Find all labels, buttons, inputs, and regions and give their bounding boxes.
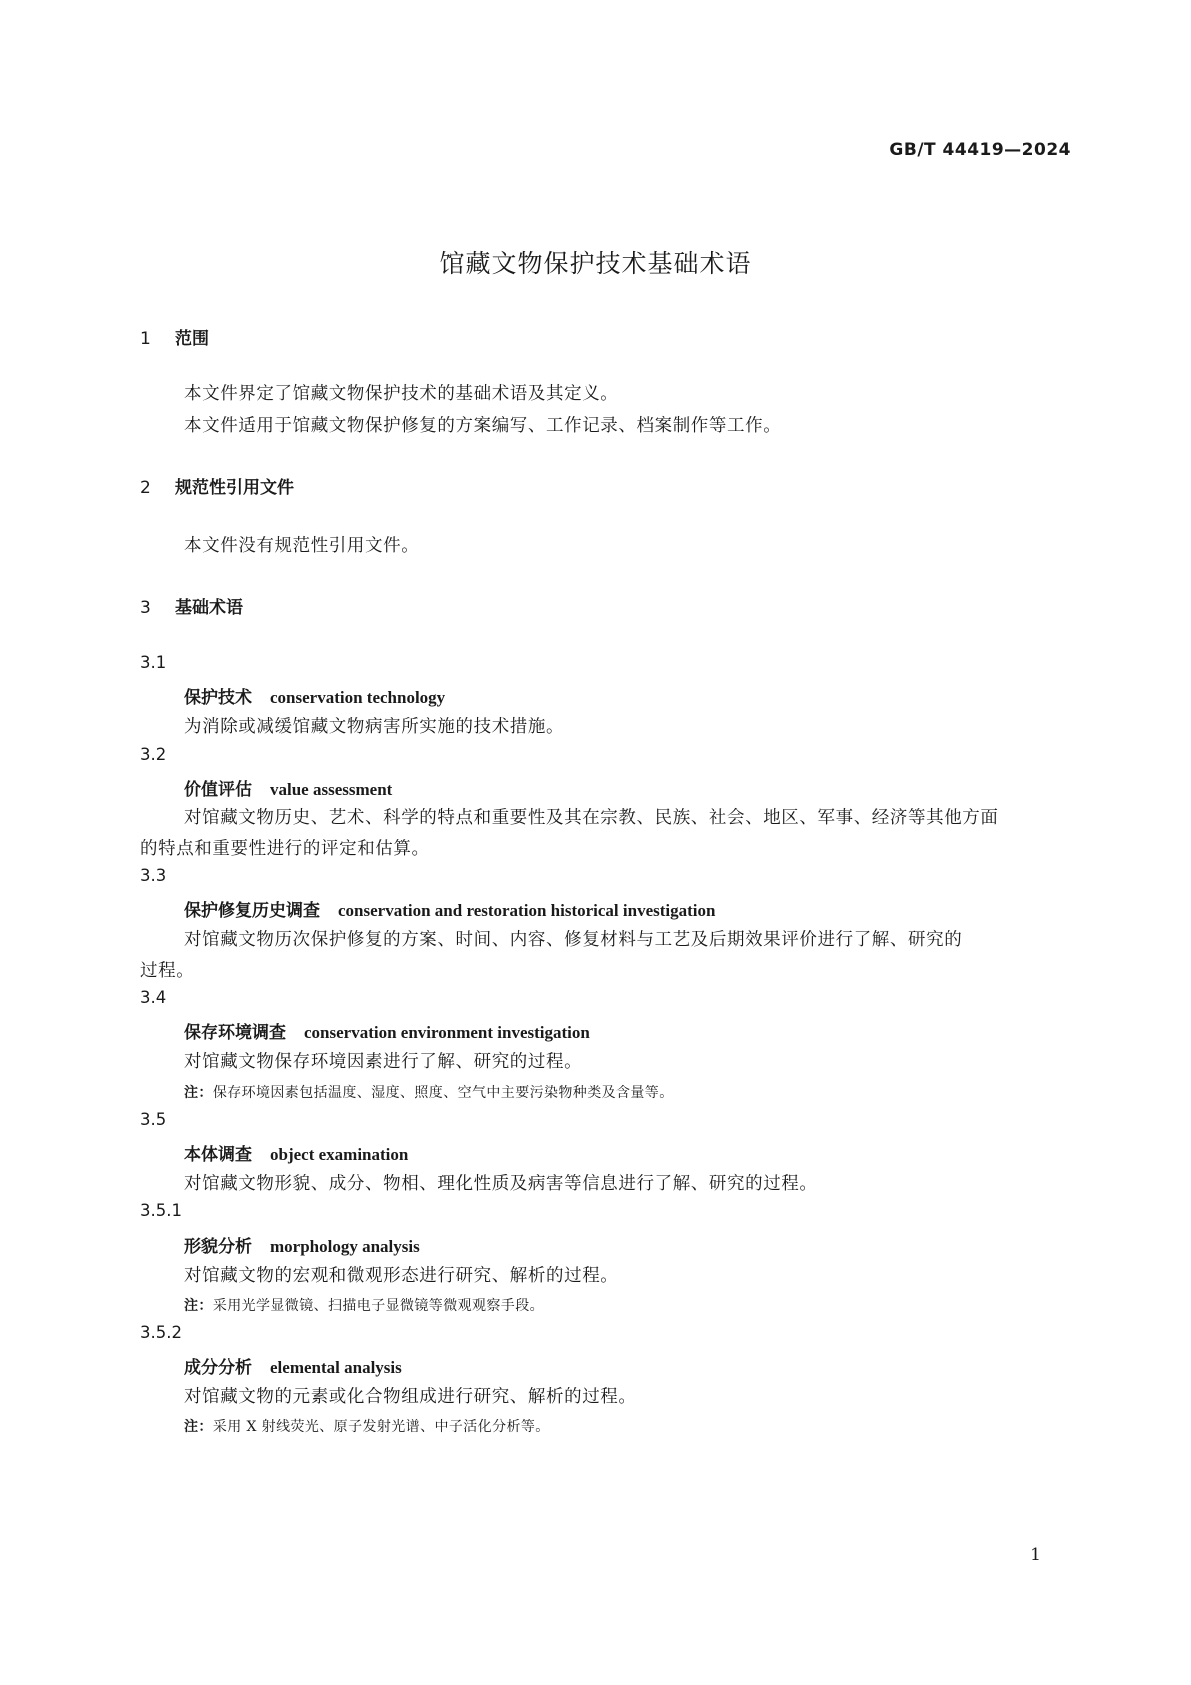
term-zh: 本体调查 — [184, 1145, 252, 1165]
definition: 对馆藏文物的宏观和微观形态进行研究、解析的过程。 — [184, 1266, 619, 1286]
page-number: 1 — [1030, 1545, 1041, 1565]
section-heading-terms — [140, 593, 243, 618]
note — [184, 1082, 674, 1102]
term-heading — [184, 775, 392, 800]
definition: 对馆藏文物历次保护修复的方案、时间、内容、修复材料与工艺及后期效果评价进行了解、研究的 — [184, 930, 963, 950]
term-zh: 保护技术 — [184, 688, 252, 708]
section-number: 3 — [140, 598, 151, 618]
entry-number: 3.5 — [140, 1110, 167, 1129]
definition: 对馆藏文物历史、艺术、科学的特点和重要性及其在宗教、民族、社会、地区、军事、经济等其他方面 — [184, 808, 999, 828]
term-en: value assessment — [270, 780, 393, 799]
term-heading — [184, 1232, 420, 1257]
term-heading — [184, 1018, 590, 1043]
term-en: conservation and restoration historical investigation — [338, 901, 716, 920]
term-zh: 保存环境调查 — [184, 1023, 286, 1043]
term-zh: 成分分析 — [184, 1358, 252, 1378]
note-text: 采用光学显微镜、扫描电子显微镜等微观观察手段。 — [212, 1298, 545, 1314]
paragraph: 本文件没有规范性引用文件。 — [184, 536, 420, 556]
term-en: object examination — [270, 1145, 409, 1164]
entry-number: 3.3 — [140, 866, 167, 885]
entry-number: 3.2 — [140, 745, 167, 764]
note-text: 采用 X 射线荧光、原子发射光谱、中子活化分析等。 — [212, 1419, 550, 1435]
definition: 对馆藏文物形貌、成分、物相、理化性质及病害等信息进行了解、研究的过程。 — [184, 1174, 818, 1194]
paragraph: 本文件界定了馆藏文物保护技术的基础术语及其定义。 — [184, 384, 619, 404]
section-title: 基础术语 — [175, 598, 243, 618]
term-heading — [184, 683, 445, 708]
document-title: 馆藏文物保护技术基础术语 — [439, 249, 752, 278]
note-label: 注： — [184, 1419, 213, 1435]
term-heading — [184, 896, 715, 921]
paragraph: 本文件适用于馆藏文物保护修复的方案编写、工作记录、档案制作等工作。 — [184, 416, 782, 436]
definition-continued: 过程。 — [140, 961, 195, 981]
note — [184, 1295, 544, 1315]
term-heading — [184, 1353, 402, 1378]
section-number: 1 — [140, 329, 151, 349]
entry-number: 3.1 — [140, 653, 167, 672]
definition: 对馆藏文物的元素或化合物组成进行研究、解析的过程。 — [184, 1387, 637, 1407]
term-zh: 保护修复历史调查 — [184, 901, 320, 921]
note — [184, 1416, 550, 1436]
term-en: conservation technology — [270, 688, 446, 707]
section-title: 规范性引用文件 — [175, 478, 294, 498]
term-zh: 价值评估 — [184, 780, 252, 800]
term-zh: 形貌分析 — [184, 1237, 252, 1257]
note-label: 注： — [184, 1085, 213, 1101]
term-en: conservation environment investigation — [304, 1023, 590, 1042]
section-title: 范围 — [175, 329, 209, 349]
standard-code: GB/T 44419—2024 — [889, 140, 1071, 160]
section-heading-normative — [140, 473, 294, 498]
entry-number: 3.5.1 — [140, 1201, 182, 1220]
section-number: 2 — [140, 478, 151, 498]
entry-number: 3.5.2 — [140, 1323, 182, 1342]
definition: 对馆藏文物保存环境因素进行了解、研究的过程。 — [184, 1052, 583, 1072]
entry-number: 3.4 — [140, 988, 167, 1007]
term-en: morphology analysis — [270, 1237, 420, 1256]
section-heading-scope — [140, 324, 209, 349]
definition: 为消除或减缓馆藏文物病害所实施的技术措施。 — [184, 717, 565, 737]
definition-continued: 的特点和重要性进行的评定和估算。 — [140, 839, 430, 859]
term-en: elemental analysis — [270, 1358, 402, 1377]
note-text: 保存环境因素包括温度、湿度、照度、空气中主要污染物种类及含量等。 — [212, 1085, 674, 1101]
note-label: 注： — [184, 1298, 213, 1314]
term-heading — [184, 1140, 408, 1165]
